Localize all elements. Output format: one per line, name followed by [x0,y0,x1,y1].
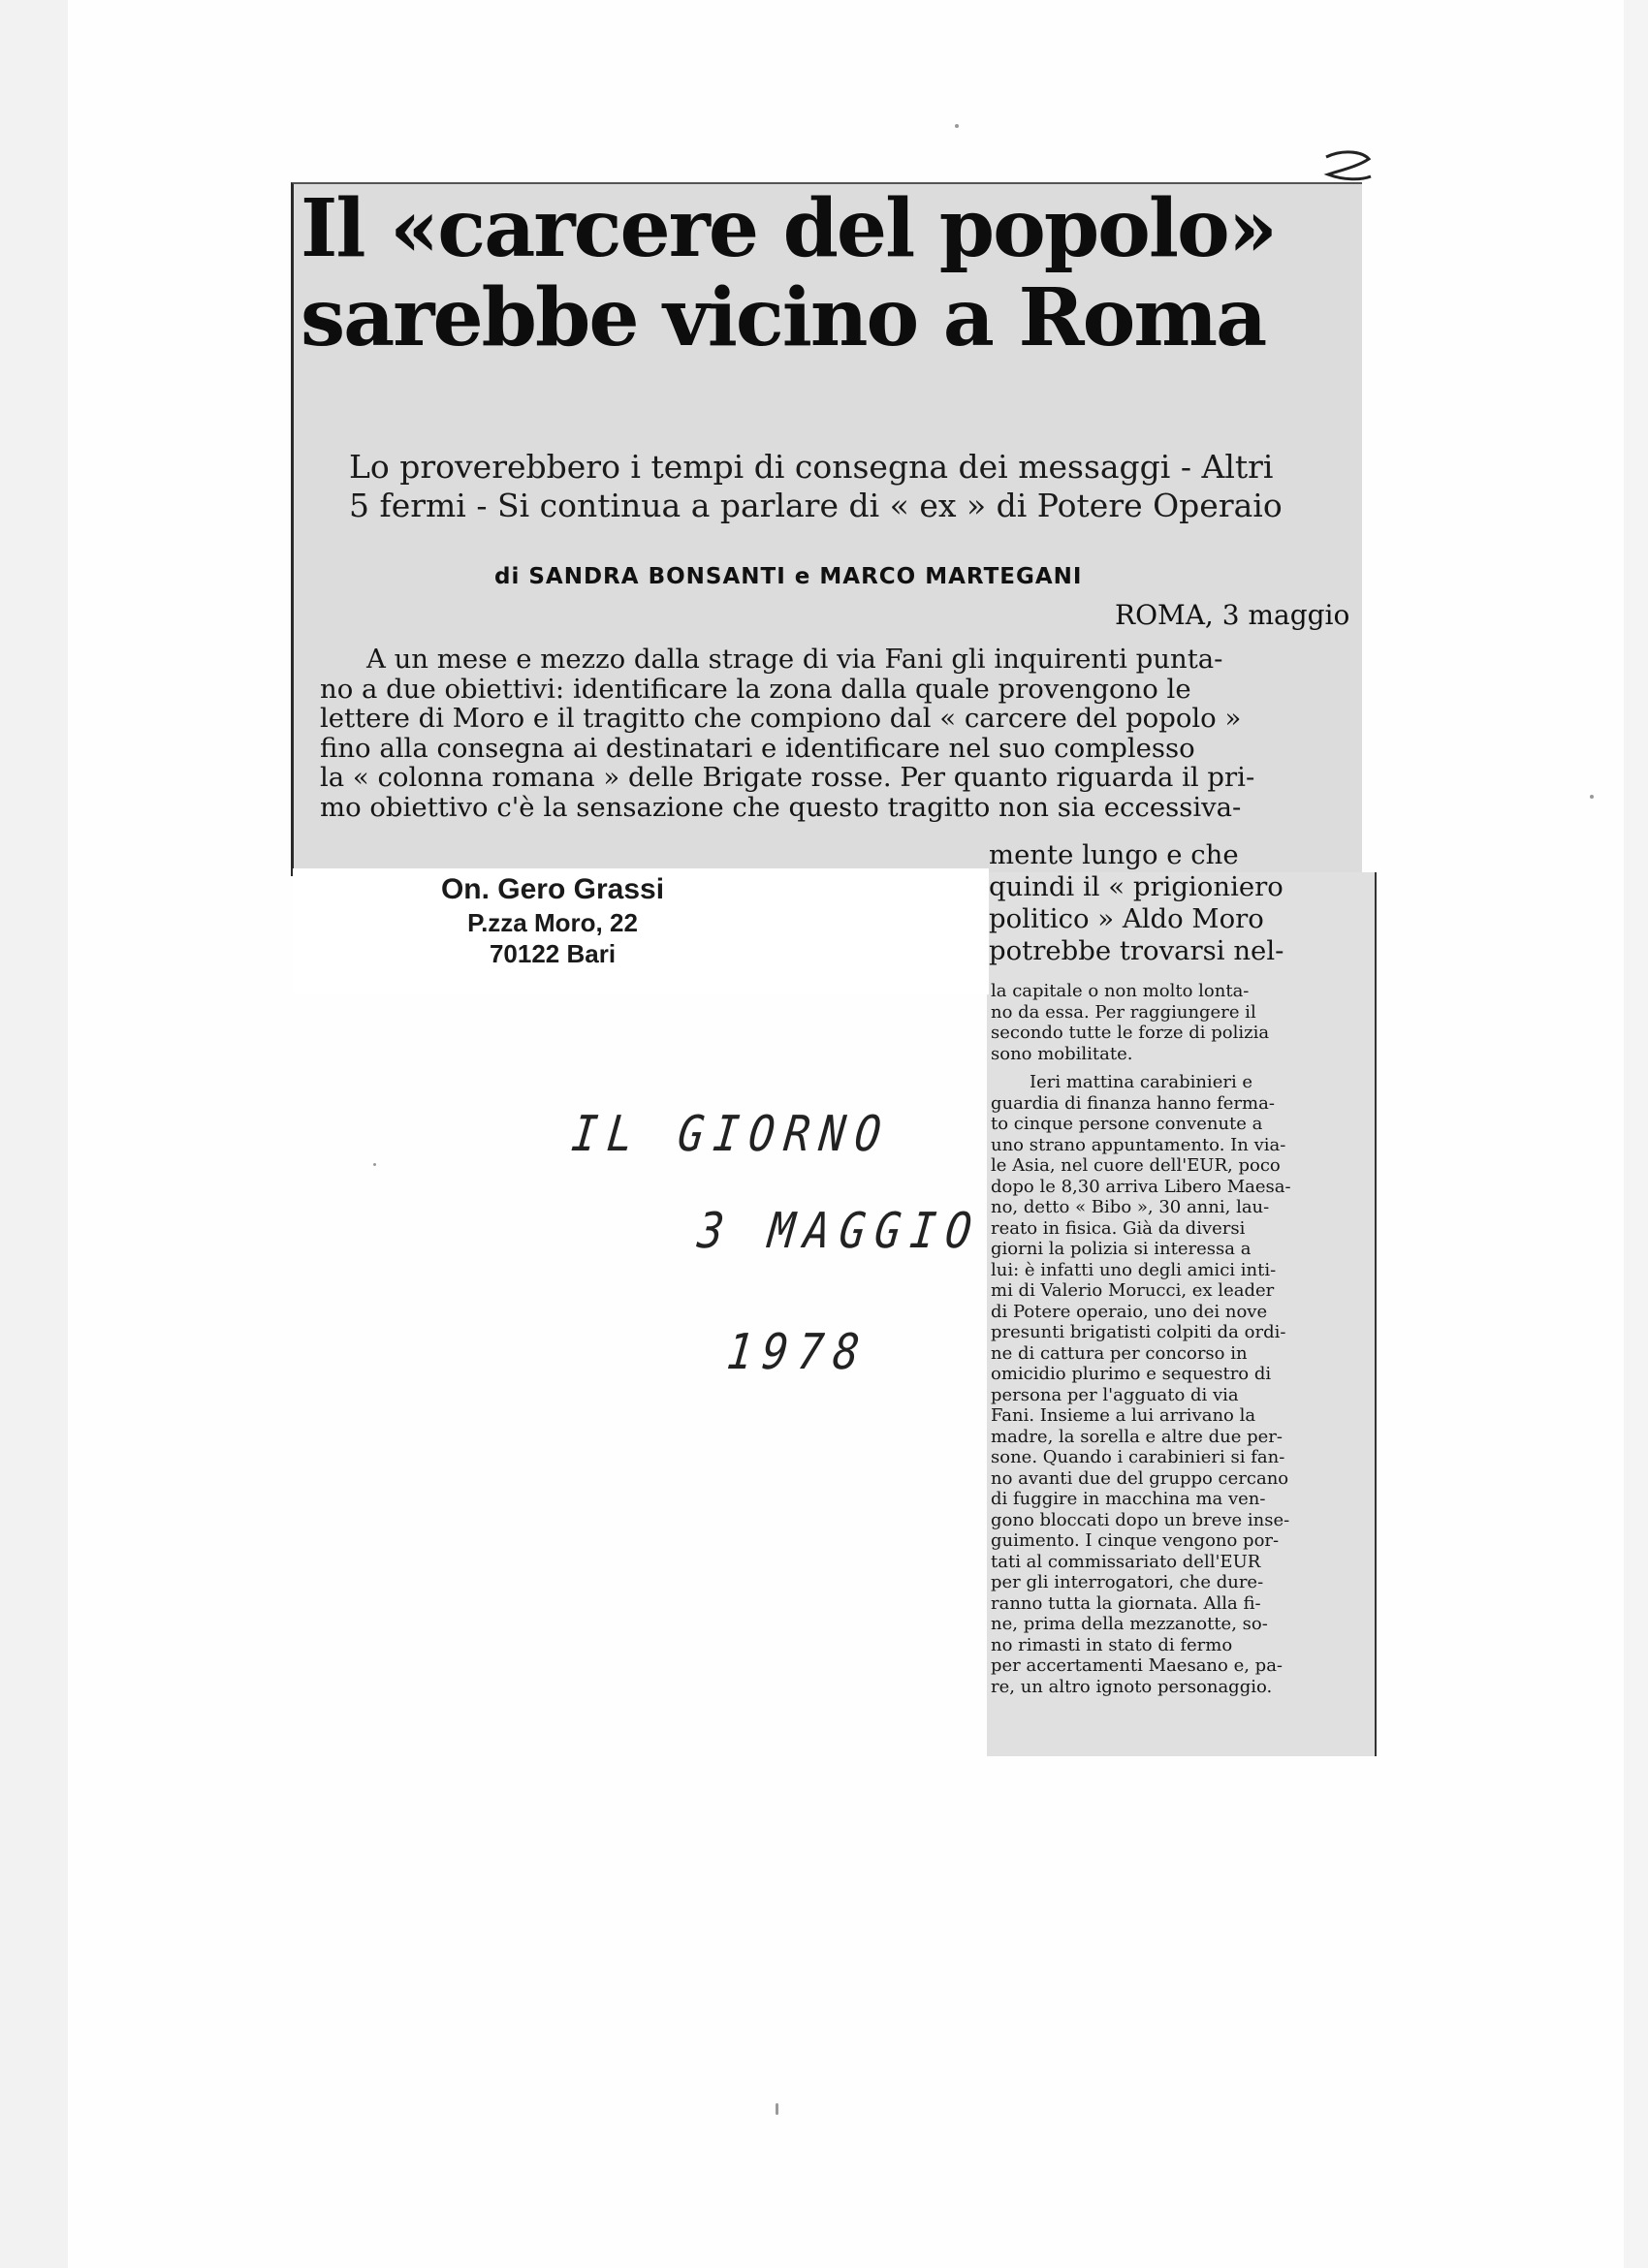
article-lead-continuation [989,839,1357,967]
body-line: Ieri mattina carabinieri e [1030,1072,1253,1092]
handwritten-source: IL GIORNO [568,1106,894,1163]
handwritten-year: 1978 [723,1324,872,1381]
sender-name: On. Gero Grassi [440,873,665,905]
article-dateline: ROMA, 3 maggio [1115,599,1350,631]
scan-speck [776,2103,778,2115]
body-line: guardia di finanza hanno ferma- [991,1092,1275,1114]
body-line: ne di cattura per concorso in [991,1342,1248,1364]
corner-scribble-icon [1318,145,1377,189]
body-line: dopo le 8,30 arriva Libero Maesa- [991,1176,1291,1197]
body-line: ne, prima della mezzanotte, so- [991,1614,1268,1634]
body-line: lui: è infatti uno degli amici inti- [991,1259,1277,1280]
body-line: giorni la polizia si interessa a [991,1239,1252,1259]
handwritten-day-month: 3 MAGGIO [694,1203,985,1260]
body-line: tati al commissariato dell'EUR [991,1551,1261,1572]
body-line: persona per l'agguato di via [991,1384,1239,1405]
article-byline: di SANDRA BONSANTI e MARCO MARTEGANI [494,564,1083,589]
sender-city: 70122 Bari [489,939,617,968]
body-line: to cinque persone convenute a [991,1114,1263,1134]
article-lead-paragraph [320,645,1357,822]
body-line: re, un altro ignoto personaggio. [991,1676,1273,1697]
lead-tail-line: potrebbe trovarsi nel- [989,935,1284,966]
body-line: reato in fisica. Già da diversi [991,1217,1246,1239]
lead-line: la « colonna romana » delle Brigate rosse. Per quanto riguarda il pri- [320,762,1255,793]
article-body-column [991,981,1371,1697]
body-line: mi di Valerio Morucci, ex leader [991,1280,1275,1301]
body-line: gono bloccati dopo un breve inse- [991,1509,1290,1530]
subheadline-line: 5 fermi - Si continua a parlare di « ex » di Potere Operaio [349,487,1283,524]
scan-edge-right [1624,0,1648,2268]
handwritten-note [568,1106,1018,1381]
lead-line: fino alla consegna ai destinatari e identificare nel suo complesso [320,732,1195,764]
body-line: la capitale o non molto lonta- [991,981,1250,1001]
lead-line: A un mese e mezzo dalla strage di via Fani gli inquirenti punta- [366,644,1223,675]
body-line: per accertamenti Maesano e, pa- [991,1655,1284,1676]
sender-address-label [388,872,717,969]
sender-street: P.zza Moro, 22 [467,908,638,937]
article-headline [301,184,1357,362]
headline-line: sarebbe vicino a Roma [301,271,1266,364]
article-subheadline [349,448,1318,525]
body-line: sono mobilitate. [991,1043,1133,1064]
body-line: no da essa. Per raggiungere il [991,1001,1256,1023]
lead-tail-line: quindi il « prigioniero [989,871,1284,902]
body-line: presunti brigatisti colpiti da ordi- [991,1322,1286,1342]
body-line: omicidio plurimo e sequestro di [991,1364,1272,1384]
headline-line: Il «carcere del popolo» [301,182,1276,275]
scan-speck [373,1163,376,1166]
body-line: di fuggire in macchina ma ven- [991,1489,1266,1509]
body-line: guimento. I cinque vengono por- [991,1530,1280,1551]
scan-speck [955,124,959,128]
lead-line: lettere di Moro e il tragitto che compiono dal « carcere del popolo » [320,703,1242,734]
body-line: sone. Quando i carabinieri si fan- [991,1447,1285,1467]
lead-line: no a due obiettivi: identificare la zona dalla quale provengono le [320,673,1191,705]
scan-edge-left [0,0,68,2268]
body-line: no rimasti in stato di fermo [991,1634,1233,1655]
body-line: secondo tutte le forze di polizia [991,1023,1270,1043]
lead-tail-line: politico » Aldo Moro [989,903,1264,934]
body-line: uno strano appuntamento. In via- [991,1134,1286,1155]
body-line: no, detto « Bibo », 30 anni, lau- [991,1197,1270,1217]
body-line: ranno tutta la giornata. Alla fi- [991,1592,1261,1614]
body-line: no avanti due del gruppo cercano [991,1467,1289,1489]
body-line: di Potere operaio, uno dei nove [991,1301,1268,1322]
scan-speck [1590,795,1594,799]
lead-line: mo obiettivo c'è la sensazione che questo tragitto non sia eccessiva- [320,791,1242,823]
body-line: Fani. Insieme a lui arrivano la [991,1405,1256,1426]
lead-tail-line: mente lungo e che [989,839,1239,870]
body-line: madre, la sorella e altre due per- [991,1426,1283,1447]
subheadline-line: Lo proverebbero i tempi di consegna dei messaggi - Altri [349,448,1274,486]
body-line: per gli interrogatori, che dure- [991,1572,1264,1592]
body-line: le Asia, nel cuore dell'EUR, poco [991,1155,1281,1176]
